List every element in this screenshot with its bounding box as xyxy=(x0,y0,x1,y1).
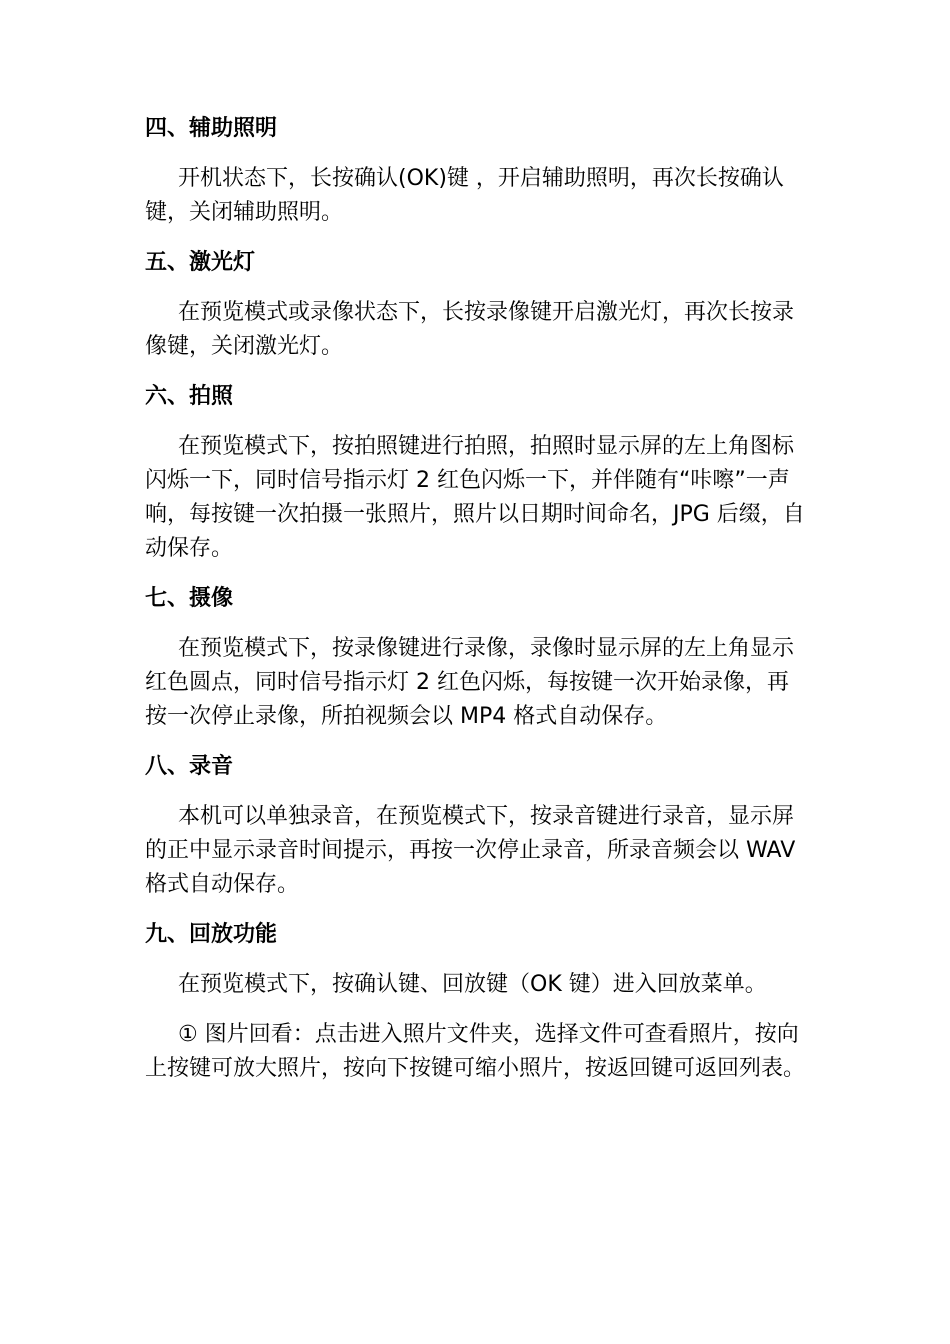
section-photo xyxy=(145,380,810,566)
section-paragraph: 在预览模式下，按录像键进行录像，录像时显示屏的左上角显示红色圆点，同时信号指示灯 2 红色闪烁，每按键一次开始录像，再按一次停止录像，所拍视频会以 MP4 格式自动保存。 xyxy=(145,636,795,729)
section-auxiliary-lighting xyxy=(145,112,810,230)
section-video xyxy=(145,582,810,734)
section-paragraph: 在预览模式下，按拍照键进行拍照，拍照时显示屏的左上角图标闪烁一下，同时信号指示灯 2 红色闪烁一下，并伴随有“咔嚓”一声响，每按键一次拍摄一张照片，照片以日期时间命名，JPG 后缀，自动保存。 xyxy=(145,434,805,561)
section-heading: 五、激光灯 xyxy=(145,250,256,275)
section-heading: 六、拍照 xyxy=(145,384,234,409)
section-audio-recording xyxy=(145,750,810,902)
section-paragraph: 在预览模式下，按确认键、回放键（OK 键）进入回放菜单。 xyxy=(178,972,767,997)
section-heading: 九、回放功能 xyxy=(145,922,278,947)
section-paragraph: 在预览模式或录像状态下，长按录像键开启激光灯，再次长按录像键，关闭激光灯。 xyxy=(145,300,795,359)
section-laser-light xyxy=(145,246,810,364)
section-paragraph: 开机状态下，长按确认(OK)键 ，开启辅助照明，再次长按确认键，关闭辅助照明。 xyxy=(145,166,784,225)
section-heading: 四、辅助照明 xyxy=(145,116,278,141)
section-paragraph-photo-review: ① 图片回看：点击进入照片文件夹，选择文件可查看照片，按向上按键可放大照片，按向下按键可缩小照片，按返回键可返回列表。 xyxy=(145,1022,806,1081)
section-playback xyxy=(145,918,810,1086)
section-heading: 八、录音 xyxy=(145,754,234,779)
section-paragraph: 本机可以单独录音，在预览模式下，按录音键进行录音，显示屏的正中显示录音时间提示，再按一次停止录音，所录音频会以 WAV 格式自动保存。 xyxy=(145,804,796,897)
document-page xyxy=(145,112,810,1086)
section-heading: 七、摄像 xyxy=(145,586,234,611)
